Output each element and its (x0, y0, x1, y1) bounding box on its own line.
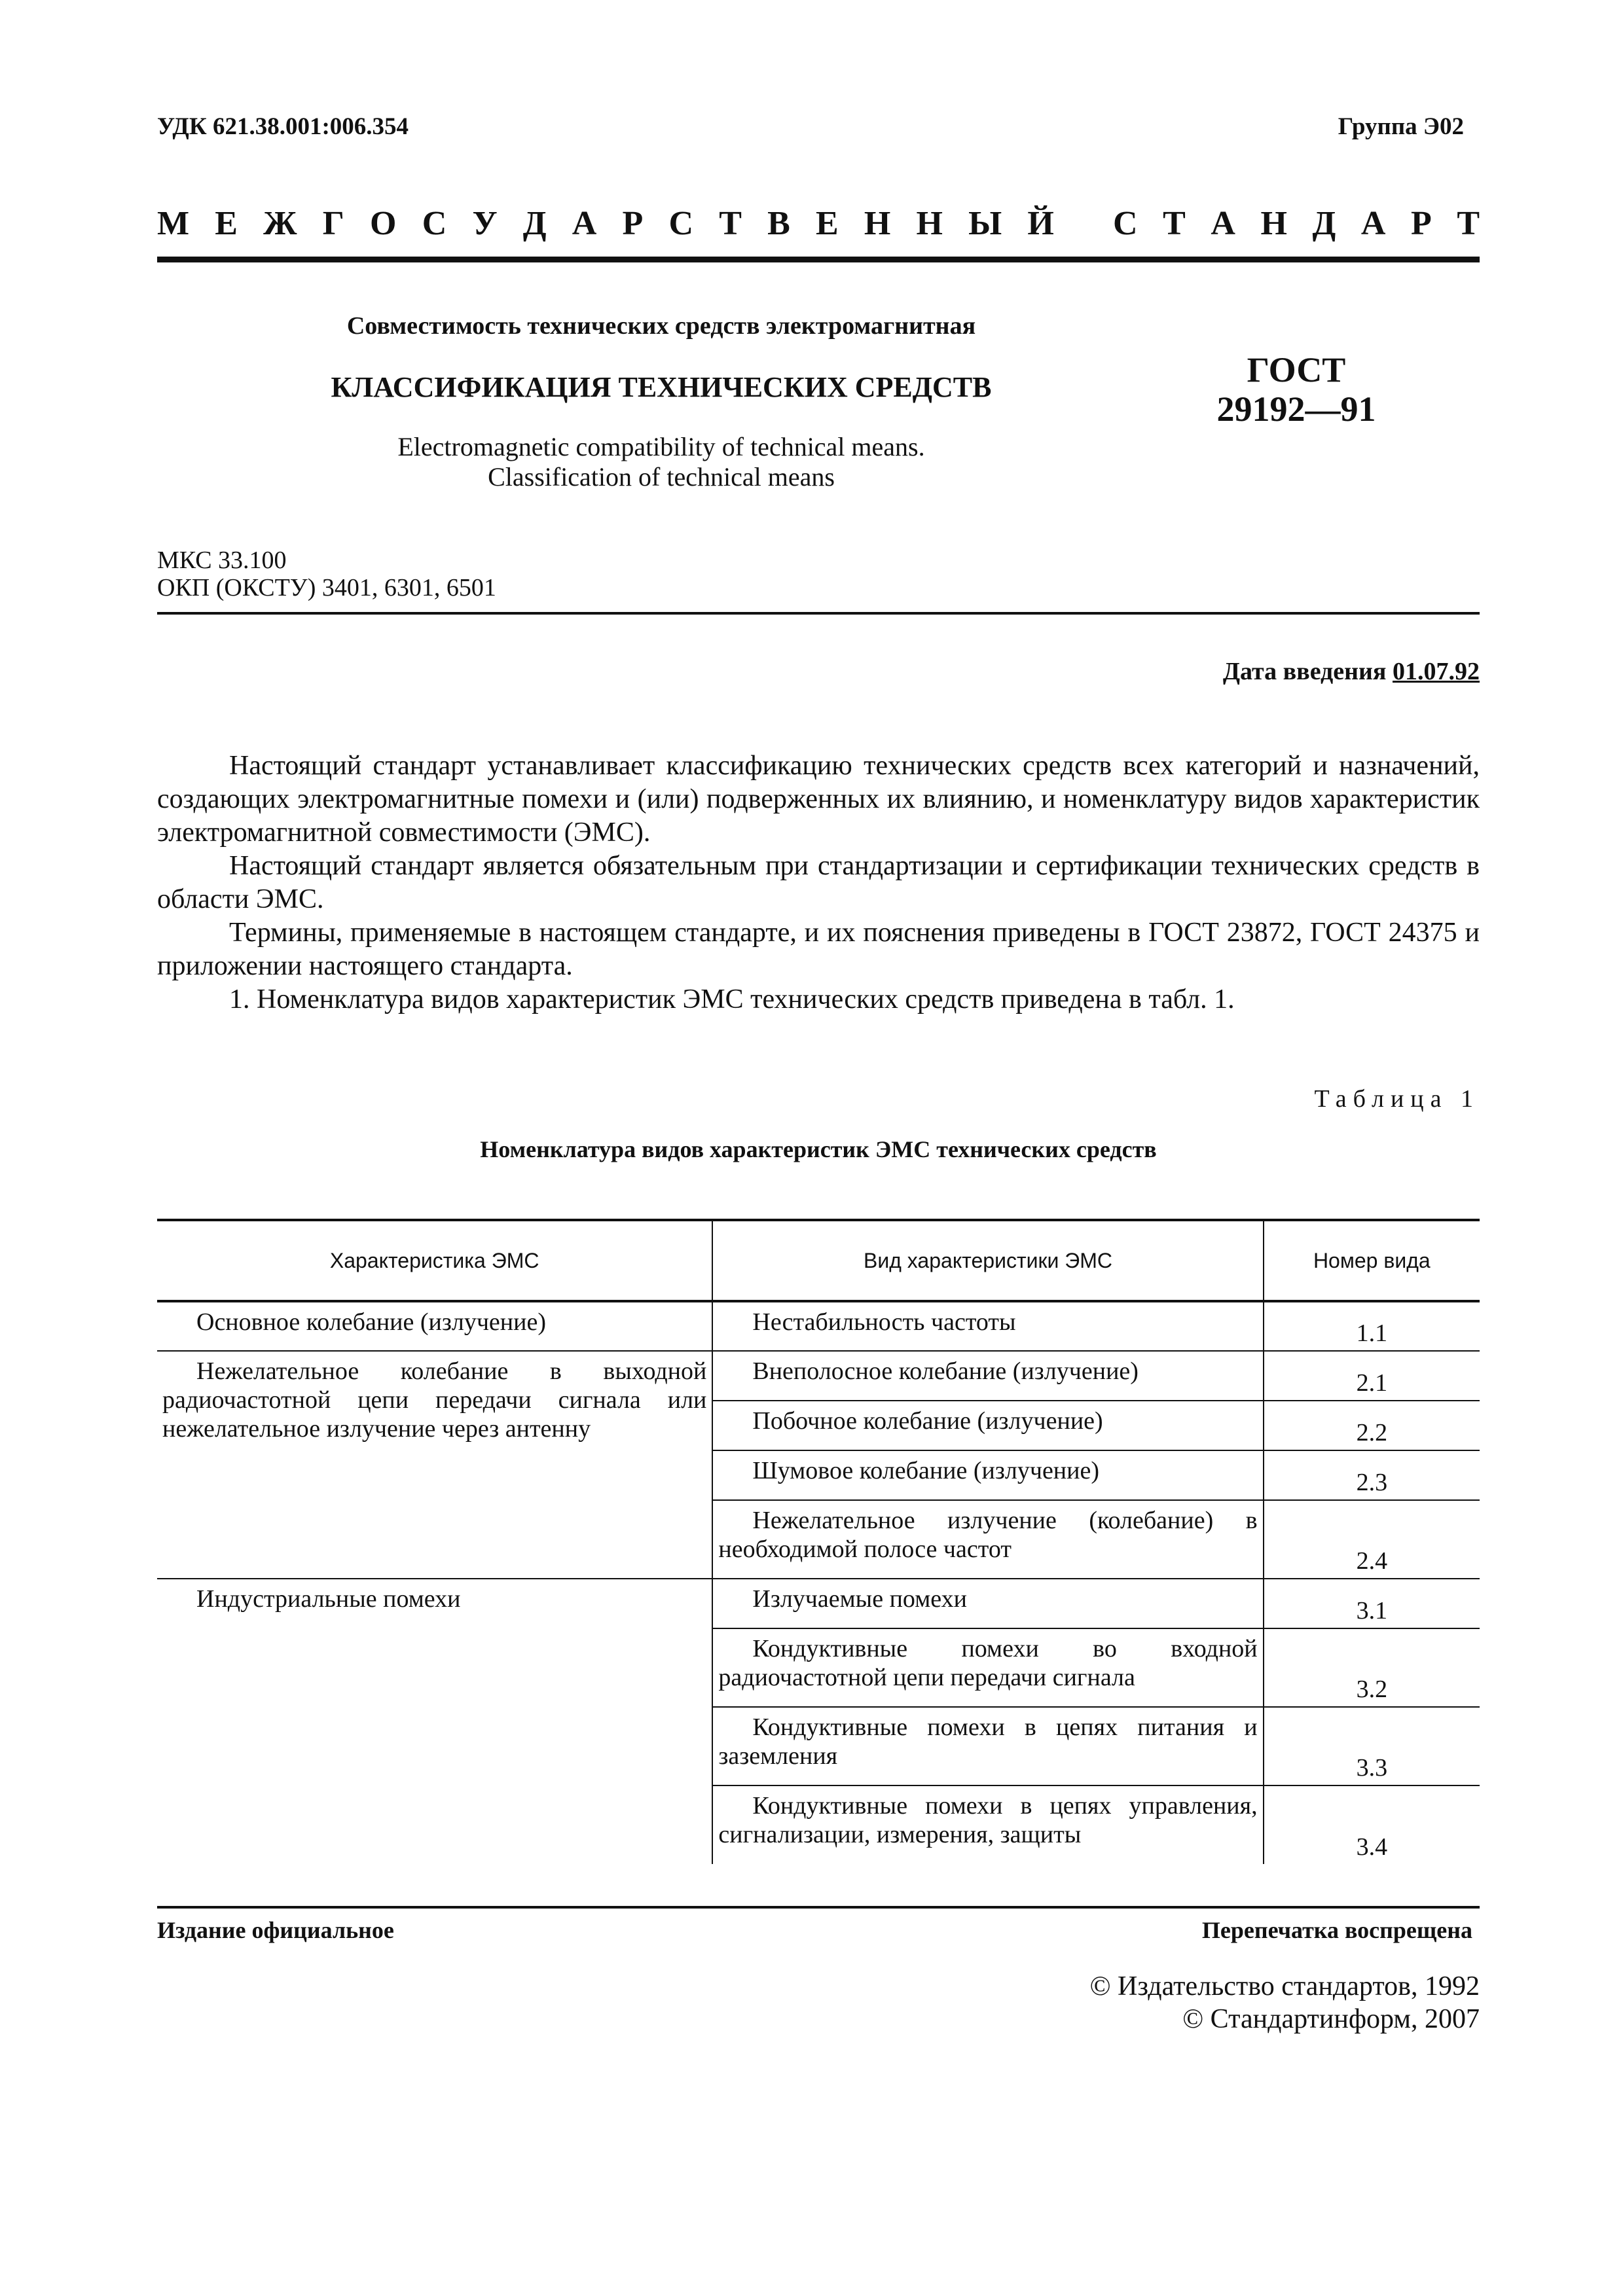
number-cell: 1.1 (1264, 1301, 1480, 1351)
table-row (157, 1351, 1480, 1401)
english-title-line2: Classification of technical means (488, 462, 835, 492)
okp-code: ОКП (ОКСТУ) 3401, 6301, 6501 (157, 574, 496, 601)
reprint-prohibited: Перепечатка воспрещена (1201, 1917, 1472, 1943)
banner-letter: В (767, 205, 790, 242)
banner-letter: Е (815, 205, 839, 242)
kind-cell: Кондуктивные помехи в цепях питания и заземления (712, 1707, 1263, 1785)
banner-letter: С (668, 205, 694, 242)
banner-letter: Н (864, 205, 891, 242)
number-cell: 3.4 (1356, 1833, 1388, 1861)
kind-cell: Шумовое колебание (излучение) (712, 1450, 1263, 1500)
number-cell: 2.2 (1264, 1401, 1480, 1450)
banner-letter: О (370, 205, 397, 242)
header-number: Номер вида (1264, 1220, 1480, 1301)
copyright-2007: © Стандартинформ, 2007 (1182, 2004, 1480, 2034)
banner-letter: А (1360, 205, 1386, 242)
number-cell: 3.2 (1264, 1628, 1480, 1707)
footer-rule (157, 1906, 1480, 1909)
gost-designation (1172, 350, 1421, 429)
banner-letter: Д (522, 205, 547, 242)
introduction-date (1223, 657, 1480, 686)
gost-label: ГОСТ (1247, 350, 1346, 389)
characteristic-cell: Нежелательное колебание в выходной радиочастотной цепи передачи сигнала или нежелательное излучение через антенну (157, 1351, 712, 1579)
kind-cell: Кондуктивные помехи во входной радиочастотной цепи передачи сигнала (712, 1628, 1263, 1707)
gost-number: 29192—91 (1216, 389, 1376, 429)
english-title (236, 432, 1087, 492)
banner-rule (157, 257, 1480, 262)
date-label: Дата введения (1222, 658, 1387, 685)
banner-letter: Е (215, 205, 238, 242)
kind-cell: Нежелательное излучение (колебание) в необходимой полосе частот (712, 1500, 1263, 1579)
kind-cell: Побочное колебание (излучение) (712, 1401, 1263, 1450)
paragraph: Термины, применяемые в настоящем стандарте, и их пояснения приведены в ГОСТ 23872, ГОСТ 24375 и приложении настоящего стандарта. (157, 918, 1480, 981)
classification-codes (157, 547, 496, 601)
mks-code: МКС 33.100 (157, 547, 287, 574)
banner-letter: А (1211, 205, 1235, 242)
kind-cell: Излучаемые помехи (712, 1579, 1263, 1628)
banner-word-interstate (157, 204, 1054, 243)
standard-title: КЛАССИФИКАЦИЯ ТЕХНИЧЕСКИХ СРЕДСТВ (331, 371, 992, 403)
standard-subtitle: Совместимость технических средств электромагнитная (346, 312, 976, 340)
copyright-block (1090, 1970, 1480, 2036)
group-code: Группа Э02 (1338, 113, 1464, 140)
kind-cell: Внеполосное колебание (излучение) (712, 1351, 1263, 1401)
number-cell: 2.1 (1264, 1351, 1480, 1401)
number-cell: 3.3 (1264, 1707, 1480, 1785)
table-number: Таблица 1 (1314, 1085, 1480, 1113)
banner-letter: Р (1410, 205, 1432, 242)
banner-letter: А (572, 205, 597, 242)
banner-letter: Ы (968, 205, 1002, 242)
banner-letter: Й (1027, 205, 1054, 242)
paragraph: Настоящий стандарт устанавливает классификацию технических средств всех категорий и назначений, создающих электромагнитные помехи и (или) подверженных их влиянию, и номенклатуру видов характеристик электромагнитной совместимости (ЭМС). (157, 751, 1480, 848)
banner-letter: Д (1312, 205, 1336, 242)
banner-letter: Ж (263, 205, 297, 242)
banner-letter: Т (1163, 205, 1186, 242)
udk-code: УДК 621.38.001:006.354 (157, 113, 409, 140)
header-kind: Вид характеристики ЭМС (712, 1220, 1263, 1301)
kind-cell: Кондуктивные помехи в цепях управления, сигнализации, измерения, защиты (712, 1785, 1263, 1864)
intro-text (157, 749, 1480, 1016)
date-value: 01.07.92 (1393, 658, 1480, 685)
official-edition: Издание официальное (157, 1917, 394, 1943)
table-row (157, 1579, 1480, 1628)
banner-letter: С (422, 205, 447, 242)
banner-letter: Г (322, 205, 344, 242)
table-title: Номенклатура видов характеристик ЭМС технических средств (480, 1136, 1157, 1162)
banner-letter: Т (719, 205, 742, 242)
table-header-row (157, 1220, 1480, 1301)
ems-nomenclature-table (157, 1219, 1480, 1864)
number-cell: 3.1 (1264, 1579, 1480, 1628)
number-cell: 2.3 (1264, 1450, 1480, 1500)
banner-letter: С (1113, 205, 1138, 242)
kind-cell: Нестабильность частоты (712, 1301, 1263, 1351)
interstate-standard-banner (157, 204, 1480, 243)
english-title-line1: Electromagnetic compatibility of technical means. (397, 432, 925, 461)
banner-letter: Т (1457, 205, 1480, 242)
characteristic-cell: Индустриальные помехи (157, 1579, 712, 1864)
banner-letter: Н (916, 205, 943, 242)
banner-word-standard (1113, 204, 1480, 243)
banner-letter: Н (1260, 205, 1287, 242)
banner-letter: Р (622, 205, 644, 242)
copyright-1992: © Издательство стандартов, 1992 (1089, 1971, 1480, 2001)
paragraph: 1. Номенклатура видов характеристик ЭМС технических средств приведена в табл. 1. (229, 984, 1235, 1014)
table-row (157, 1301, 1480, 1351)
banner-letter: У (472, 205, 498, 242)
banner-letter: М (157, 205, 190, 242)
number-cell: 2.4 (1264, 1500, 1480, 1579)
meta-rule (157, 612, 1480, 615)
header-characteristic: Характеристика ЭМС (157, 1220, 712, 1301)
paragraph: Настоящий стандарт является обязательным при стандартизации и сертификации технических средств в области ЭМС. (157, 851, 1480, 914)
characteristic-cell: Основное колебание (излучение) (157, 1301, 712, 1351)
